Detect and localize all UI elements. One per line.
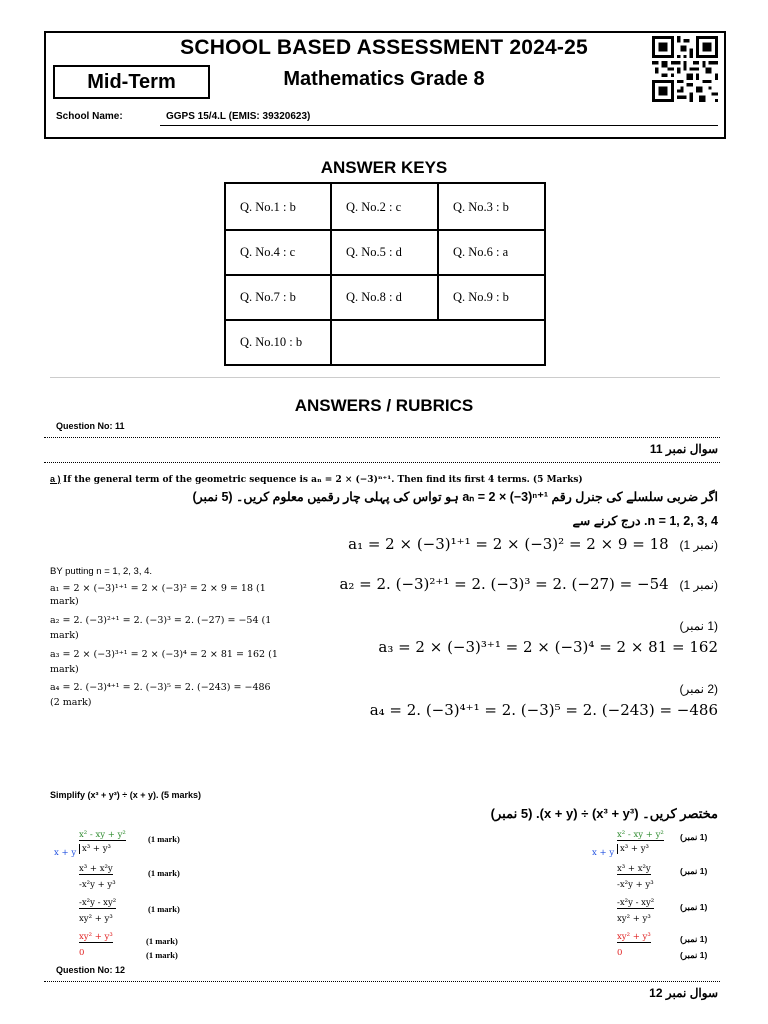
by-putting-label: BY putting n = 1, 2, 3, 4.: [50, 566, 153, 577]
mark-label: (1 نمبر): [680, 902, 708, 912]
division-step: -x²y - xy²: [617, 898, 655, 908]
question-11-urdu-label: سوال نمبر 11: [649, 442, 718, 456]
quotient: x² - xy + y²: [617, 830, 664, 840]
division-step: xy² + y³: [79, 932, 113, 942]
answer-key-cell: Q. No.6 : a: [453, 245, 509, 259]
qr-code-icon: [650, 36, 720, 102]
answer-key-cell: Q. No.9 : b: [453, 290, 509, 304]
quotient: x² - xy + y²: [79, 830, 126, 840]
division-step: -x²y + y³: [617, 880, 654, 890]
work-eq: a₁ = 2 × (−3)¹⁺¹ = 2 × (−3)² = 2 × 9 = 18: [348, 535, 669, 553]
mark-label: (1 mark): [148, 868, 180, 878]
remainder: 0: [79, 948, 85, 958]
work-line-en: mark): [50, 630, 79, 641]
page-subtitle: Mathematics Grade 8: [283, 68, 485, 90]
divider-line: [44, 462, 720, 463]
division-step: -x²y - xy²: [79, 898, 117, 908]
mark-label: (1 mark): [146, 950, 178, 960]
work-line-en: mark): [50, 664, 79, 675]
work-line-ur: [339, 575, 718, 593]
part-a-prefix: a ): [50, 474, 61, 484]
mark-label: (1 نمبر): [680, 950, 708, 960]
rubrics-title: ANSWERS / RUBRICS: [294, 396, 474, 415]
work-line-en: mark): [50, 596, 79, 607]
mark-label: (1 نمبر): [680, 934, 708, 944]
simplify-urdu-question: مختصر کریں۔ (x³ + y³) ÷ (x + y). (5 نمبر): [490, 806, 718, 821]
part-a-question: [50, 474, 583, 485]
remainder: 0: [617, 948, 623, 958]
division-step: xy² + y³: [617, 932, 651, 942]
answer-key-cell: Q. No.8 : d: [346, 290, 402, 304]
work-mark: (1 نمبر): [679, 578, 718, 592]
exam-type-box: Mid-Term: [53, 65, 210, 99]
part-a-urdu-question: اگر ضربی سلسلے کی جنرل رقم aₙ = 2 × (−3)ⁿ⁺¹ ہو تواس کی پہلی چار رقمیں معلوم کریں۔ (5 نمبر): [192, 490, 718, 504]
work-line-ur: [348, 535, 718, 553]
work-mark: (1 نمبر): [679, 619, 718, 633]
part-a-urdu-instruction: n = 1, 2, 3, 4. درج کرنے سے: [572, 514, 718, 528]
answer-key-cell: Q. No.4 : c: [240, 245, 296, 259]
mark-label: (1 نمبر): [680, 832, 708, 842]
mark-label: (1 mark): [146, 936, 178, 946]
mark-label: (1 mark): [148, 904, 180, 914]
work-mark: (1 نمبر): [679, 538, 718, 552]
answer-key-cell: Q. No.2 : c: [346, 200, 402, 214]
divider-line: [44, 981, 720, 982]
work-line-en: a₂ = 2. (−3)²⁺¹ = 2. (−3)³ = 2. (−27) = −54 (1: [50, 615, 272, 626]
school-name-value: GGPS 15/4.L (EMIS: 39320623): [166, 111, 311, 122]
question-12-urdu-label: سوال نمبر 12: [649, 986, 718, 1000]
answer-key-cell: Q. No.3 : b: [453, 200, 509, 214]
division-step: x³ + x²y: [617, 864, 651, 874]
answer-key-cell: Q. No.5 : d: [346, 245, 402, 259]
answer-keys-title: ANSWER KEYS: [320, 158, 448, 177]
divisor: x + y: [54, 848, 77, 858]
work-line-en: a₃ = 2 × (−3)³⁺¹ = 2 × (−3)⁴ = 2 × 81 = 162 (1: [50, 649, 278, 660]
answer-key-cell: Q. No.7 : b: [240, 290, 296, 304]
work-line-en: a₄ = 2. (−3)⁴⁺¹ = 2. (−3)⁵ = 2. (−243) = −486: [50, 682, 271, 693]
work-eq: a₄ = 2. (−3)⁴⁺¹ = 2. (−3)⁵ = 2. (−243) = −486: [369, 701, 718, 719]
division-step: -x²y + y³: [79, 880, 116, 890]
question-11-label: Question No: 11: [56, 421, 125, 431]
section-divider: [50, 377, 720, 378]
division-step: xy² + y³: [617, 914, 651, 924]
answer-key-cell: Q. No.10 : b: [240, 335, 303, 349]
page-title: SCHOOL BASED ASSESSMENT 2024-25: [180, 36, 588, 59]
divisor: x + y: [592, 848, 615, 858]
school-name-underline: [160, 125, 718, 126]
simplify-question: Simplify (x³ + y³) ÷ (x + y). (5 marks): [50, 790, 201, 800]
answer-key-cell: Q. No.1 : b: [240, 200, 296, 214]
dividend: x³ + y³: [617, 844, 649, 854]
part-a-text: If the general term of the geometric sequence is aₙ = 2 × (−3)ⁿ⁺¹. Then find its first 4 terms. (5 Marks): [63, 475, 583, 485]
school-name-label: School Name:: [56, 111, 123, 122]
work-mark: (2 نمبر): [679, 682, 718, 696]
mark-label: (1 mark): [148, 834, 180, 844]
divider-line: [44, 437, 720, 438]
work-eq: a₂ = 2. (−3)²⁺¹ = 2. (−3)³ = 2. (−27) = −54: [339, 575, 669, 593]
work-line-en: (2 mark): [50, 697, 92, 708]
answer-keys-table: [224, 182, 546, 366]
division-step: x³ + x²y: [79, 864, 113, 874]
by-putting-text: [50, 566, 152, 578]
work-line-en: a₁ = 2 × (−3)¹⁺¹ = 2 × (−3)² = 2 × 9 = 18 (1: [50, 583, 266, 594]
dividend: x³ + y³: [79, 844, 111, 854]
division-step: xy² + y³: [79, 914, 113, 924]
question-12-label: Question No: 12: [56, 965, 126, 975]
mark-label: (1 نمبر): [680, 866, 708, 876]
work-eq: a₃ = 2 × (−3)³⁺¹ = 2 × (−3)⁴ = 2 × 81 = 162: [378, 638, 718, 656]
